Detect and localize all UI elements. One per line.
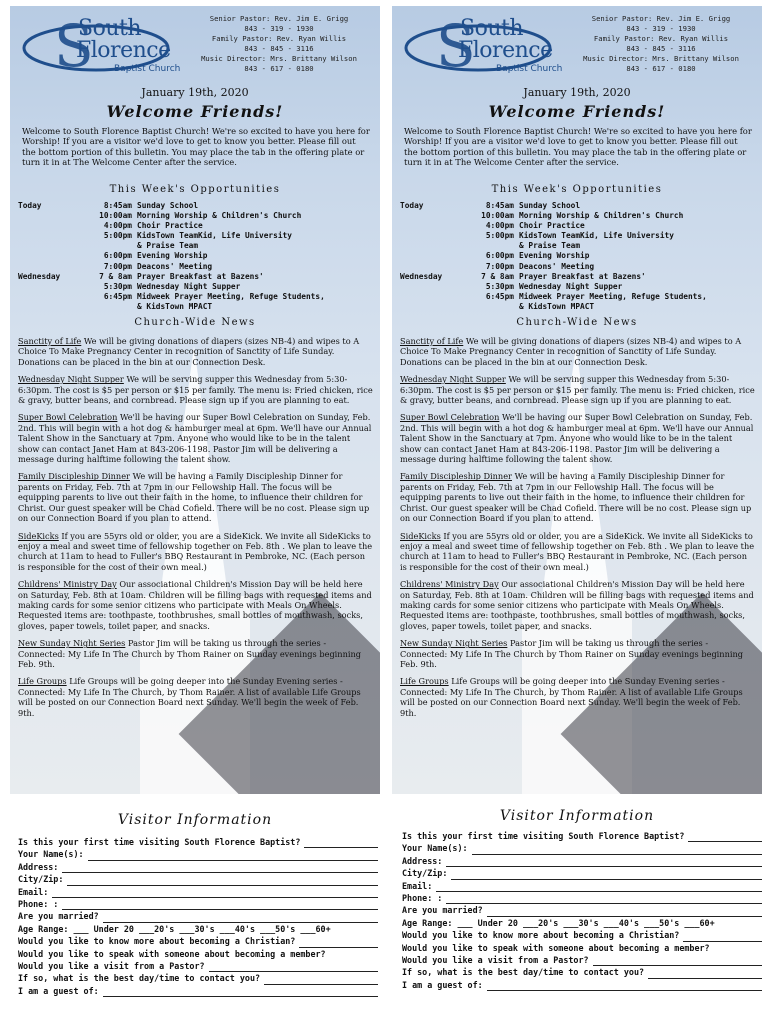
- schedule-event: Evening Worship: [137, 251, 208, 261]
- welcome-heading: Welcome Friends!: [106, 102, 284, 121]
- news-item-body: We will be having a Family Discipleship Dinner for parents on Friday, Feb. 7th at 7pm in our Fellowship Hall. The focus will be equipping parents to live out their faith in the home, to influence their children for Christ. Our guest speaker will be Chad Cofield. There will be no cost. Please sign up on our Connection Board if you plan to attend.: [400, 471, 752, 524]
- news-item-title: Super Bowl Celebration: [400, 412, 500, 423]
- form-field-line[interactable]: [67, 876, 378, 886]
- staff-line: Family Pastor: Rev. Ryan Willis: [211, 34, 347, 43]
- news-item-title: Sanctity of Life: [18, 336, 82, 346]
- news-item: [400, 638, 756, 669]
- form-row: [402, 929, 762, 941]
- news-item-body: Pastor Jim will be taking us through the series - Connected: My Life In The Church by Thom Rainer on Sunday evenings beginning Feb. 9th.: [18, 638, 361, 669]
- form-row: [18, 972, 378, 984]
- schedule-event: Deacons' Meeting: [519, 261, 595, 271]
- news-heading: Church-Wide News: [134, 317, 256, 328]
- form-row: [402, 979, 762, 991]
- staff-line: 843 - 845 - 3116: [626, 44, 696, 53]
- form-field-label: Are you married?: [402, 905, 483, 916]
- schedule-day: Wednesday: [18, 271, 61, 281]
- news-item: [18, 374, 374, 405]
- news-item-title: New Sunday Night Series: [18, 638, 126, 649]
- schedule-row: [18, 201, 378, 211]
- schedule-event: & KidsTown MPACT: [519, 301, 595, 311]
- schedule-row: [18, 262, 378, 272]
- form-field-line[interactable]: [472, 845, 762, 855]
- schedule-day: [400, 251, 458, 261]
- schedule-row: [18, 211, 378, 221]
- form-row: [18, 935, 378, 947]
- news-item-title: Family Discipleship Dinner: [400, 471, 512, 482]
- schedule-time: 5:00pm: [103, 231, 132, 241]
- news-item-title: Wednesday Night Supper: [18, 374, 124, 385]
- staff-line: Senior Pastor: Rev. Jim E. Grigg: [209, 14, 349, 23]
- schedule-day: [18, 241, 76, 251]
- form-field-label: Phone: :: [18, 899, 59, 910]
- schedule-event: & Praise Team: [137, 241, 199, 251]
- schedule-row: [18, 251, 378, 261]
- form-row: [18, 948, 378, 960]
- schedule-row: [400, 211, 760, 221]
- form-field-label: Address:: [18, 861, 59, 872]
- schedule-time: 10:00am: [481, 211, 514, 221]
- news-item-body: We will be having a Family Discipleship Dinner for parents on Friday, Feb. 7th at 7pm in our Fellowship Hall. The focus will be equipping parents to live out their faith in the home, to influence their children for Christ. Our guest speaker will be Chad Cofield. There will be no cost. Please sign up on our Connection Board if you plan to attend.: [18, 471, 370, 524]
- news-item-title: Life Groups: [400, 676, 449, 687]
- schedule-day: Today: [18, 201, 42, 210]
- staff-line: Family Pastor: Rev. Ryan Willis: [593, 34, 729, 43]
- form-field-line[interactable]: [446, 894, 762, 904]
- news-item-body: We will be serving supper this Wednesday from 5:30-6:30pm. The cost is $5 per person or $15 per family. The menu is: Fried chicken, rice & gravy, butter beans, and cornbread. Please sign up if you are planning to eat.: [400, 374, 755, 406]
- form-row: [402, 842, 762, 854]
- staff-line: 843 - 617 - 0180: [626, 64, 696, 73]
- staff-line: Music Director: Mrs. Brittany Wilson: [583, 54, 739, 63]
- news-item-body: If you are 55yrs old or older, you are a SideKick. We invite all SideKicks to enjoy a meal and sweet time of fellowship together on Feb. 8th . We plan to leave the church at 11am to head to Fuller's BBQ Restaurant in Pembroke, NC. (Each person is responsible for the cost of their own meal.): [400, 530, 755, 572]
- schedule-event: Wednesday Night Supper: [137, 281, 241, 291]
- schedule-row: [400, 221, 760, 231]
- form-field-line[interactable]: [62, 863, 378, 873]
- schedule-day: Today: [400, 201, 424, 210]
- schedule-row: [18, 221, 378, 231]
- schedule-time: [458, 302, 519, 312]
- staff-line: 843 - 845 - 3116: [244, 44, 314, 53]
- form-field-label: Address:: [402, 855, 443, 866]
- schedule-time: 4:00pm: [485, 221, 514, 231]
- schedule-row: [18, 241, 378, 251]
- welcome-heading: Welcome Friends!: [488, 102, 666, 121]
- age-range-options[interactable]: Age Range: ___ Under 20 ___20's ___30's ___40's ___50's ___60+: [18, 923, 331, 934]
- schedule-event: Prayer Breakfast at Bazens': [137, 271, 264, 281]
- form-field-label: Would you like to speak with someone about becoming a member?: [402, 942, 710, 953]
- opportunities-heading: This Week's Opportunities: [109, 184, 281, 195]
- bulletin-panel-right: [392, 6, 762, 794]
- form-row: [402, 830, 762, 842]
- logo-florence-text: Florence: [76, 38, 171, 63]
- form-row: [402, 904, 762, 916]
- form-row: [402, 917, 762, 929]
- church-logo: [400, 14, 570, 78]
- visitor-form-left: [18, 836, 378, 997]
- schedule-event: Prayer Breakfast at Bazens': [519, 271, 646, 281]
- form-row: [402, 966, 762, 978]
- schedule-day: [400, 262, 458, 272]
- news-item-title: SideKicks: [400, 530, 441, 541]
- form-field-line[interactable]: [103, 913, 378, 923]
- form-row: [402, 855, 762, 867]
- form-row: [18, 861, 378, 873]
- form-field-line[interactable]: [593, 956, 762, 966]
- schedule-day: Wednesday: [400, 271, 443, 281]
- form-field-label: Would you like to know more about becoming a Christian?: [18, 936, 296, 947]
- schedule-time: 8:45am: [485, 201, 514, 210]
- schedule-event: Choir Practice: [519, 221, 585, 231]
- news-item-title: Childrens' Ministry Day: [400, 579, 499, 590]
- schedule-event: KidsTown TeamKid, Life University: [519, 231, 674, 241]
- schedule-event: Midweek Prayer Meeting, Refuge Students,: [519, 291, 707, 301]
- news-item-body: Our associational Children's Mission Day will be held here on Saturday, Feb. 8th at 10am. Children will be filling bags with requested items and making cards for some senior citizens who participate with Meals On Wheels. Requested items are: toothpaste, toothbrushes, small bottles of mouthwash, socks, gloves, paper towels, toilet paper, and snacks.: [18, 579, 372, 631]
- schedule-time: 6:00pm: [103, 251, 132, 261]
- schedule-day: [18, 292, 76, 302]
- form-field-label: Email:: [18, 886, 49, 897]
- form-field-line[interactable]: [88, 851, 378, 861]
- schedule-time: [76, 241, 137, 251]
- form-row: [18, 985, 378, 997]
- news-item-title: Super Bowl Celebration: [18, 412, 118, 423]
- schedule-event: Wednesday Night Supper: [519, 281, 623, 291]
- schedule-day: [400, 221, 458, 231]
- news-item: [18, 579, 374, 631]
- svg-text:S: S: [436, 14, 476, 78]
- schedule-row: [400, 282, 760, 292]
- schedule-event: Sunday School: [137, 201, 199, 210]
- schedule-event: KidsTown TeamKid, Life University: [137, 231, 292, 241]
- schedule-day: [18, 251, 76, 261]
- schedule-day: [18, 211, 76, 221]
- form-field-line[interactable]: [209, 962, 378, 972]
- schedule-event: Morning Worship & Children's Church: [137, 211, 302, 221]
- logo-baptist-text: Baptist Church: [114, 64, 181, 74]
- staff-line: 843 - 617 - 0180: [244, 64, 314, 73]
- schedule-day: [400, 292, 458, 302]
- form-field-label: Would you like to speak with someone about becoming a member?: [18, 948, 326, 959]
- form-row: [18, 873, 378, 885]
- schedule-time: 5:30pm: [103, 281, 132, 291]
- news-list: [18, 336, 374, 725]
- age-range-options[interactable]: Age Range: ___ Under 20 ___20's ___30's ___40's ___50's ___60+: [402, 917, 715, 928]
- form-row: [18, 923, 378, 935]
- schedule-row: [18, 292, 378, 302]
- logo-south-text: South: [460, 16, 523, 41]
- schedule-list: [400, 201, 760, 312]
- staff-contacts: [566, 14, 756, 74]
- schedule-row: [400, 241, 760, 251]
- svg-text:S: S: [54, 14, 94, 78]
- intro-paragraph: Welcome to South Florence Baptist Church! We're so excited to have you here for Worship! If you are a visitor we'd love to get to know you better. Please fill out the bottom portion of this bulletin. You may place the tab in the offering plate or turn it in at The Welcome Center after the service.: [404, 126, 752, 167]
- bulletin-date: January 19th, 2020: [523, 86, 631, 99]
- form-row: [18, 898, 378, 910]
- news-item-title: SideKicks: [18, 530, 59, 541]
- schedule-list: [18, 201, 378, 312]
- news-item-body: We will be giving donations of diapers (sizes NB-4) and wipes to A Choice To Make Pregnancy Center in recognition of Sanctity of Life Sunday. Donations can be placed in the bin at our Connection Desk.: [400, 336, 742, 367]
- schedule-day: [400, 231, 458, 241]
- news-item-body: Our associational Children's Mission Day will be held here on Saturday, Feb. 8th at 10am. Children will be filling bags with requested items and making cards for some senior citizens who participate with Meals On Wheels. Requested items are: toothpaste, toothbrushes, small bottles of mouthwash, socks, gloves, paper towels, toilet paper, and snacks.: [400, 579, 754, 631]
- schedule-row: [400, 302, 760, 312]
- news-item: [18, 676, 374, 718]
- form-field-line[interactable]: [648, 969, 762, 979]
- logo-baptist-text: Baptist Church: [496, 64, 563, 74]
- schedule-time: 5:00pm: [485, 231, 514, 241]
- news-item-body: We will be serving supper this Wednesday from 5:30-6:30pm. The cost is $5 per person or $15 per family. The menu is: Fried chicken, rice & gravy, butter beans, and cornbread. Please sign up if you are planning to eat.: [18, 374, 373, 406]
- staff-line: 843 - 319 - 1930: [244, 24, 314, 33]
- form-row: [18, 910, 378, 922]
- form-field-label: I am a guest of:: [18, 985, 99, 996]
- form-field-line[interactable]: [451, 870, 762, 880]
- logo-south-text: South: [78, 16, 141, 41]
- schedule-time: 5:30pm: [485, 281, 514, 291]
- news-item: [18, 336, 374, 367]
- schedule-time: 10:00am: [99, 211, 132, 221]
- schedule-day: [400, 282, 458, 292]
- news-list: [400, 336, 756, 725]
- schedule-event: Evening Worship: [519, 251, 590, 261]
- news-item-title: New Sunday Night Series: [400, 638, 508, 649]
- news-item: [400, 471, 756, 523]
- schedule-row: [18, 231, 378, 241]
- schedule-day: [18, 262, 76, 272]
- form-row: [18, 960, 378, 972]
- news-item-body: Pastor Jim will be taking us through the series - Connected: My Life In The Church by Thom Rainer on Sunday evenings beginning Feb. 9th.: [400, 638, 743, 669]
- visitor-form-right: [402, 830, 762, 991]
- form-field-label: Would you like a visit from a Pastor?: [402, 955, 589, 966]
- schedule-time: 7:00pm: [485, 261, 514, 271]
- form-field-line[interactable]: [62, 900, 378, 910]
- news-item-body: If you are 55yrs old or older, you are a SideKick. We invite all SideKicks to enjoy a meal and sweet time of fellowship together on Feb. 8th . We plan to leave the church at 11am to head to Fuller's BBQ Restaurant in Pembroke, NC. (Each person is responsible for the cost of their own meal.): [18, 530, 373, 572]
- bulletin-date: January 19th, 2020: [141, 86, 249, 99]
- form-row: [18, 886, 378, 898]
- schedule-event: & KidsTown MPACT: [137, 301, 213, 311]
- schedule-row: [400, 262, 760, 272]
- schedule-day: [400, 211, 458, 221]
- schedule-row: [400, 251, 760, 261]
- schedule-day: [400, 241, 458, 251]
- staff-line: Senior Pastor: Rev. Jim E. Grigg: [591, 14, 731, 23]
- form-field-line[interactable]: [299, 938, 378, 948]
- form-field-label: I am a guest of:: [402, 979, 483, 990]
- form-field-line[interactable]: [52, 888, 378, 898]
- form-row: [402, 880, 762, 892]
- opportunities-heading: This Week's Opportunities: [491, 184, 663, 195]
- form-field-label: Are you married?: [18, 911, 99, 922]
- schedule-event: Choir Practice: [137, 221, 203, 231]
- schedule-event: & Praise Team: [519, 241, 581, 251]
- news-item-title: Wednesday Night Supper: [400, 374, 506, 385]
- schedule-row: [18, 272, 378, 282]
- schedule-day: [400, 302, 458, 312]
- form-field-label: Is this your first time visiting South Florence Baptist?: [18, 837, 301, 847]
- staff-line: Music Director: Mrs. Brittany Wilson: [201, 54, 357, 63]
- news-item: [18, 638, 374, 669]
- schedule-time: 6:45pm: [103, 291, 132, 301]
- form-field-line[interactable]: [304, 838, 378, 848]
- news-item: [400, 531, 756, 573]
- visitor-info-heading: Visitor Information: [499, 808, 655, 824]
- schedule-event: Sunday School: [519, 201, 581, 210]
- form-field-line[interactable]: [264, 975, 378, 985]
- news-item: [400, 579, 756, 631]
- schedule-day: [18, 282, 76, 292]
- schedule-row: [18, 302, 378, 312]
- news-item: [400, 374, 756, 405]
- schedule-time: 6:00pm: [485, 251, 514, 261]
- news-item: [18, 471, 374, 523]
- form-row: [402, 867, 762, 879]
- form-row: [402, 954, 762, 966]
- schedule-row: [18, 282, 378, 292]
- schedule-time: 4:00pm: [103, 221, 132, 231]
- church-logo: [18, 14, 188, 78]
- news-item-body: We will be giving donations of diapers (sizes NB-4) and wipes to A Choice To Make Pregnancy Center in recognition of Sanctity of Life Sunday. Donations can be placed in the bin at our Connection Desk.: [18, 336, 360, 367]
- form-field-label: Phone: :: [402, 893, 443, 904]
- intro-paragraph: Welcome to South Florence Baptist Church! We're so excited to have you here for Worship! If you are a visitor we'd love to get to know you better. Please fill out the bottom portion of this bulletin. You may place the tab in the offering plate or turn it in at The Welcome Center after the service.: [22, 126, 370, 167]
- form-field-line[interactable]: [487, 981, 762, 991]
- news-item-title: Sanctity of Life: [400, 336, 464, 346]
- news-item-body: We'll be having our Super Bowl Celebration on Sunday, Feb. 2nd. This will begin with a hot dog & hamburger meal at 6pm. We'll have our Annual Talent Show in the Sanctuary at 7pm. Anyone who would like to be in the talent show can contact Janet Ham at 843-206-1198. Pastor Jim will be delivering a message during halftime following the talent show.: [18, 412, 372, 465]
- news-item-body: Life Groups will be going deeper into the Sunday Evening series - Connected: My Life In The Church, by Thom Rainer. A list of available Life Groups will be posted on our Connection Board next Sunday. We'll begin the week of Feb. 9th.: [18, 676, 361, 718]
- bulletin-panel-left: [10, 6, 380, 794]
- schedule-event: Deacons' Meeting: [137, 261, 213, 271]
- form-field-label: City/Zip:: [402, 868, 448, 879]
- schedule-row: [400, 201, 760, 211]
- news-item: [18, 531, 374, 573]
- news-item: [400, 336, 756, 367]
- form-row: [18, 836, 378, 848]
- schedule-time: 7 & 8am: [481, 271, 514, 281]
- news-item-title: Childrens' Ministry Day: [18, 579, 117, 590]
- visitor-info-heading: Visitor Information: [117, 812, 273, 828]
- form-field-line[interactable]: [446, 857, 762, 867]
- schedule-row: [400, 292, 760, 302]
- news-item-body: Life Groups will be going deeper into the Sunday Evening series - Connected: My Life In The Church, by Thom Rainer. A list of available Life Groups will be posted on our Connection Board next Sunday. We'll begin the week of Feb. 9th.: [400, 676, 743, 718]
- form-field-line[interactable]: [103, 987, 378, 997]
- schedule-day: [18, 231, 76, 241]
- news-item: [400, 676, 756, 718]
- form-field-line[interactable]: [487, 907, 762, 917]
- form-field-label: Would you like to know more about becoming a Christian?: [402, 930, 680, 941]
- schedule-time: [76, 302, 137, 312]
- schedule-day: [18, 221, 76, 231]
- news-item-title: Life Groups: [18, 676, 67, 687]
- form-field-line[interactable]: [683, 932, 762, 942]
- news-item-title: Family Discipleship Dinner: [18, 471, 130, 482]
- schedule-time: 6:45pm: [485, 291, 514, 301]
- schedule-event: Morning Worship & Children's Church: [519, 211, 684, 221]
- form-field-label: City/Zip:: [18, 874, 64, 885]
- form-row: [402, 892, 762, 904]
- form-field-label: If so, what is the best day/time to contact you?: [402, 967, 645, 978]
- form-field-label: Is this your first time visiting South Florence Baptist?: [402, 831, 685, 841]
- logo-florence-text: Florence: [458, 38, 553, 63]
- news-item-body: We'll be having our Super Bowl Celebration on Sunday, Feb. 2nd. This will begin with a hot dog & hamburger meal at 6pm. We'll have our Annual Talent Show in the Sanctuary at 7pm. Anyone who would like to be in the talent show can contact Janet Ham at 843-206-1198. Pastor Jim will be delivering a message during halftime following the talent show.: [400, 412, 754, 465]
- form-field-label: Email:: [402, 880, 433, 891]
- schedule-time: [458, 241, 519, 251]
- news-item: [18, 412, 374, 464]
- form-field-label: Would you like a visit from a Pastor?: [18, 961, 205, 972]
- form-field-label: If so, what is the best day/time to contact you?: [18, 973, 261, 984]
- form-field-label: Your Name(s):: [18, 849, 84, 860]
- staff-line: 843 - 319 - 1930: [626, 24, 696, 33]
- news-item: [400, 412, 756, 464]
- form-row: [18, 848, 378, 860]
- schedule-time: 7 & 8am: [99, 271, 132, 281]
- form-field-line[interactable]: [688, 832, 762, 842]
- form-field-label: Your Name(s):: [402, 843, 468, 854]
- form-row: [402, 942, 762, 954]
- schedule-event: Midweek Prayer Meeting, Refuge Students,: [137, 291, 325, 301]
- staff-contacts: [184, 14, 374, 74]
- news-heading: Church-Wide News: [516, 317, 638, 328]
- schedule-day: [18, 302, 76, 312]
- schedule-time: 7:00pm: [103, 261, 132, 271]
- schedule-row: [400, 272, 760, 282]
- schedule-time: 8:45am: [103, 201, 132, 210]
- form-field-line[interactable]: [436, 882, 762, 892]
- schedule-row: [400, 231, 760, 241]
